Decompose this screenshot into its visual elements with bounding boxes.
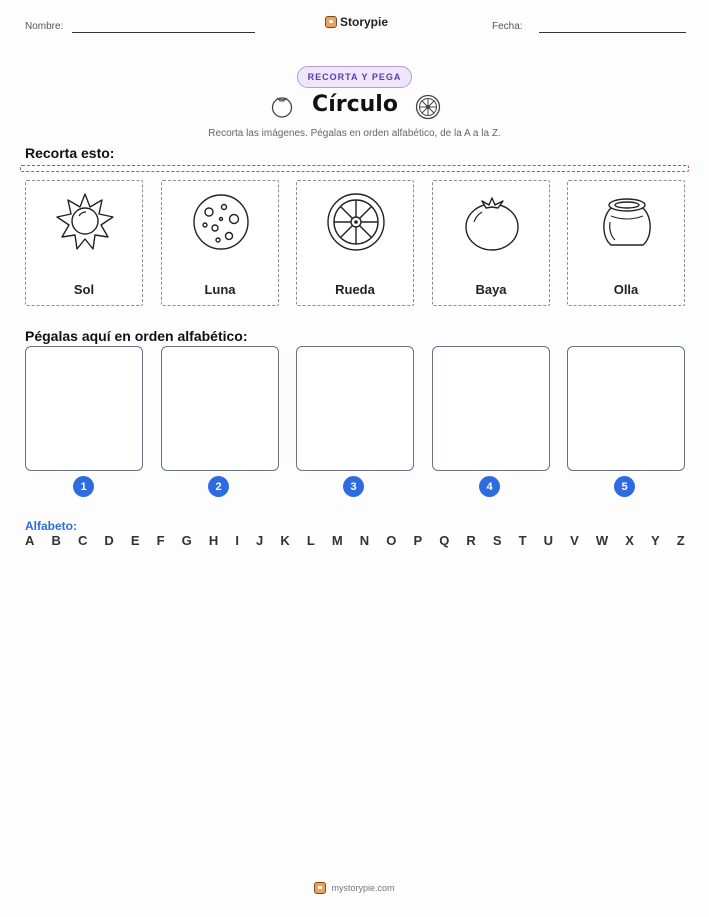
alphabet-letter: C <box>77 533 88 548</box>
instructions: Recorta las imágenes. Pégalas en orden alfabético, de la A a la Z. <box>208 128 501 139</box>
brand-name: Storypie <box>340 15 389 29</box>
number-badge-4: 4 <box>479 476 500 497</box>
alphabet-letter: N <box>359 533 370 548</box>
number-badge-1: 1 <box>73 476 94 497</box>
cut-line <box>20 165 689 172</box>
paste-heading: Pégalas aquí en orden alfabético: <box>25 328 248 344</box>
alphabet-letter: E <box>130 533 140 548</box>
card-label: Sol <box>73 282 95 297</box>
alphabet-letter: Q <box>439 533 450 548</box>
footer-site[interactable]: mystorypie.com <box>331 883 395 893</box>
footer <box>0 882 709 894</box>
alphabet-letter: H <box>208 533 219 548</box>
paste-box-2[interactable] <box>161 346 279 471</box>
paste-box-4[interactable] <box>432 346 550 471</box>
alphabet-letter: D <box>104 533 114 548</box>
alphabet-letter: M <box>331 533 343 548</box>
alphabet-letter: F <box>156 533 165 548</box>
alphabet-letter: J <box>256 533 264 548</box>
alphabet-letter: S <box>492 533 502 548</box>
card-label: Luna <box>204 282 236 297</box>
name-line[interactable] <box>72 32 255 33</box>
alphabet-letter: G <box>181 533 192 548</box>
alphabet-letter: Y <box>650 533 660 548</box>
cut-card-luna[interactable] <box>161 180 279 306</box>
cut-card-sol[interactable] <box>25 180 143 306</box>
alphabet-letter: A <box>25 533 35 548</box>
alphabet-letter: U <box>543 533 554 548</box>
cut-heading: Recorta esto: <box>25 145 115 161</box>
alphabet-letter: O <box>386 533 397 548</box>
paste-box-3[interactable] <box>296 346 414 471</box>
card-label: Olla <box>613 282 639 297</box>
berry-icon <box>462 192 522 252</box>
alphabet-letter: T <box>518 533 527 548</box>
alphabet-letter: I <box>235 533 239 548</box>
alphabet-letter: K <box>280 533 290 548</box>
card-label: Baya <box>475 282 507 297</box>
card-label: Rueda <box>335 282 375 297</box>
alphabet-letter: R <box>466 533 476 548</box>
cut-card-olla[interactable] <box>567 180 685 306</box>
number-badge-3: 3 <box>343 476 364 497</box>
number-badge-5: 5 <box>614 476 635 497</box>
sun-icon <box>55 192 115 252</box>
alphabet-letter: B <box>51 533 61 548</box>
alphabet-letter: Z <box>676 533 685 548</box>
paste-box-5[interactable] <box>567 346 685 471</box>
alphabet-letter: L <box>306 533 315 548</box>
date-line[interactable] <box>539 32 686 33</box>
number-badge-2: 2 <box>208 476 229 497</box>
alphabet-row <box>25 533 685 548</box>
page-title: Círculo <box>312 92 398 117</box>
alphabet-letter: P <box>413 533 423 548</box>
alphabet-letter: V <box>570 533 579 548</box>
wheel-title-icon <box>415 94 441 120</box>
alphabet-letter: W <box>595 533 609 548</box>
moon-icon <box>191 192 251 252</box>
activity-badge: RECORTA Y PEGA <box>297 66 412 88</box>
wheel-icon <box>326 192 386 252</box>
pot-icon <box>597 192 657 252</box>
paste-box-1[interactable] <box>25 346 143 471</box>
cut-card-rueda[interactable] <box>296 180 414 306</box>
date-label: Fecha: <box>492 21 523 32</box>
alphabet-heading: Alfabeto: <box>25 519 77 533</box>
storypie-mascot-icon <box>314 882 326 894</box>
name-label: Nombre: <box>25 21 64 32</box>
storypie-logo <box>325 15 388 29</box>
alphabet-letter: X <box>625 533 634 548</box>
cut-card-baya[interactable] <box>432 180 550 306</box>
storypie-mascot-icon <box>325 16 337 28</box>
